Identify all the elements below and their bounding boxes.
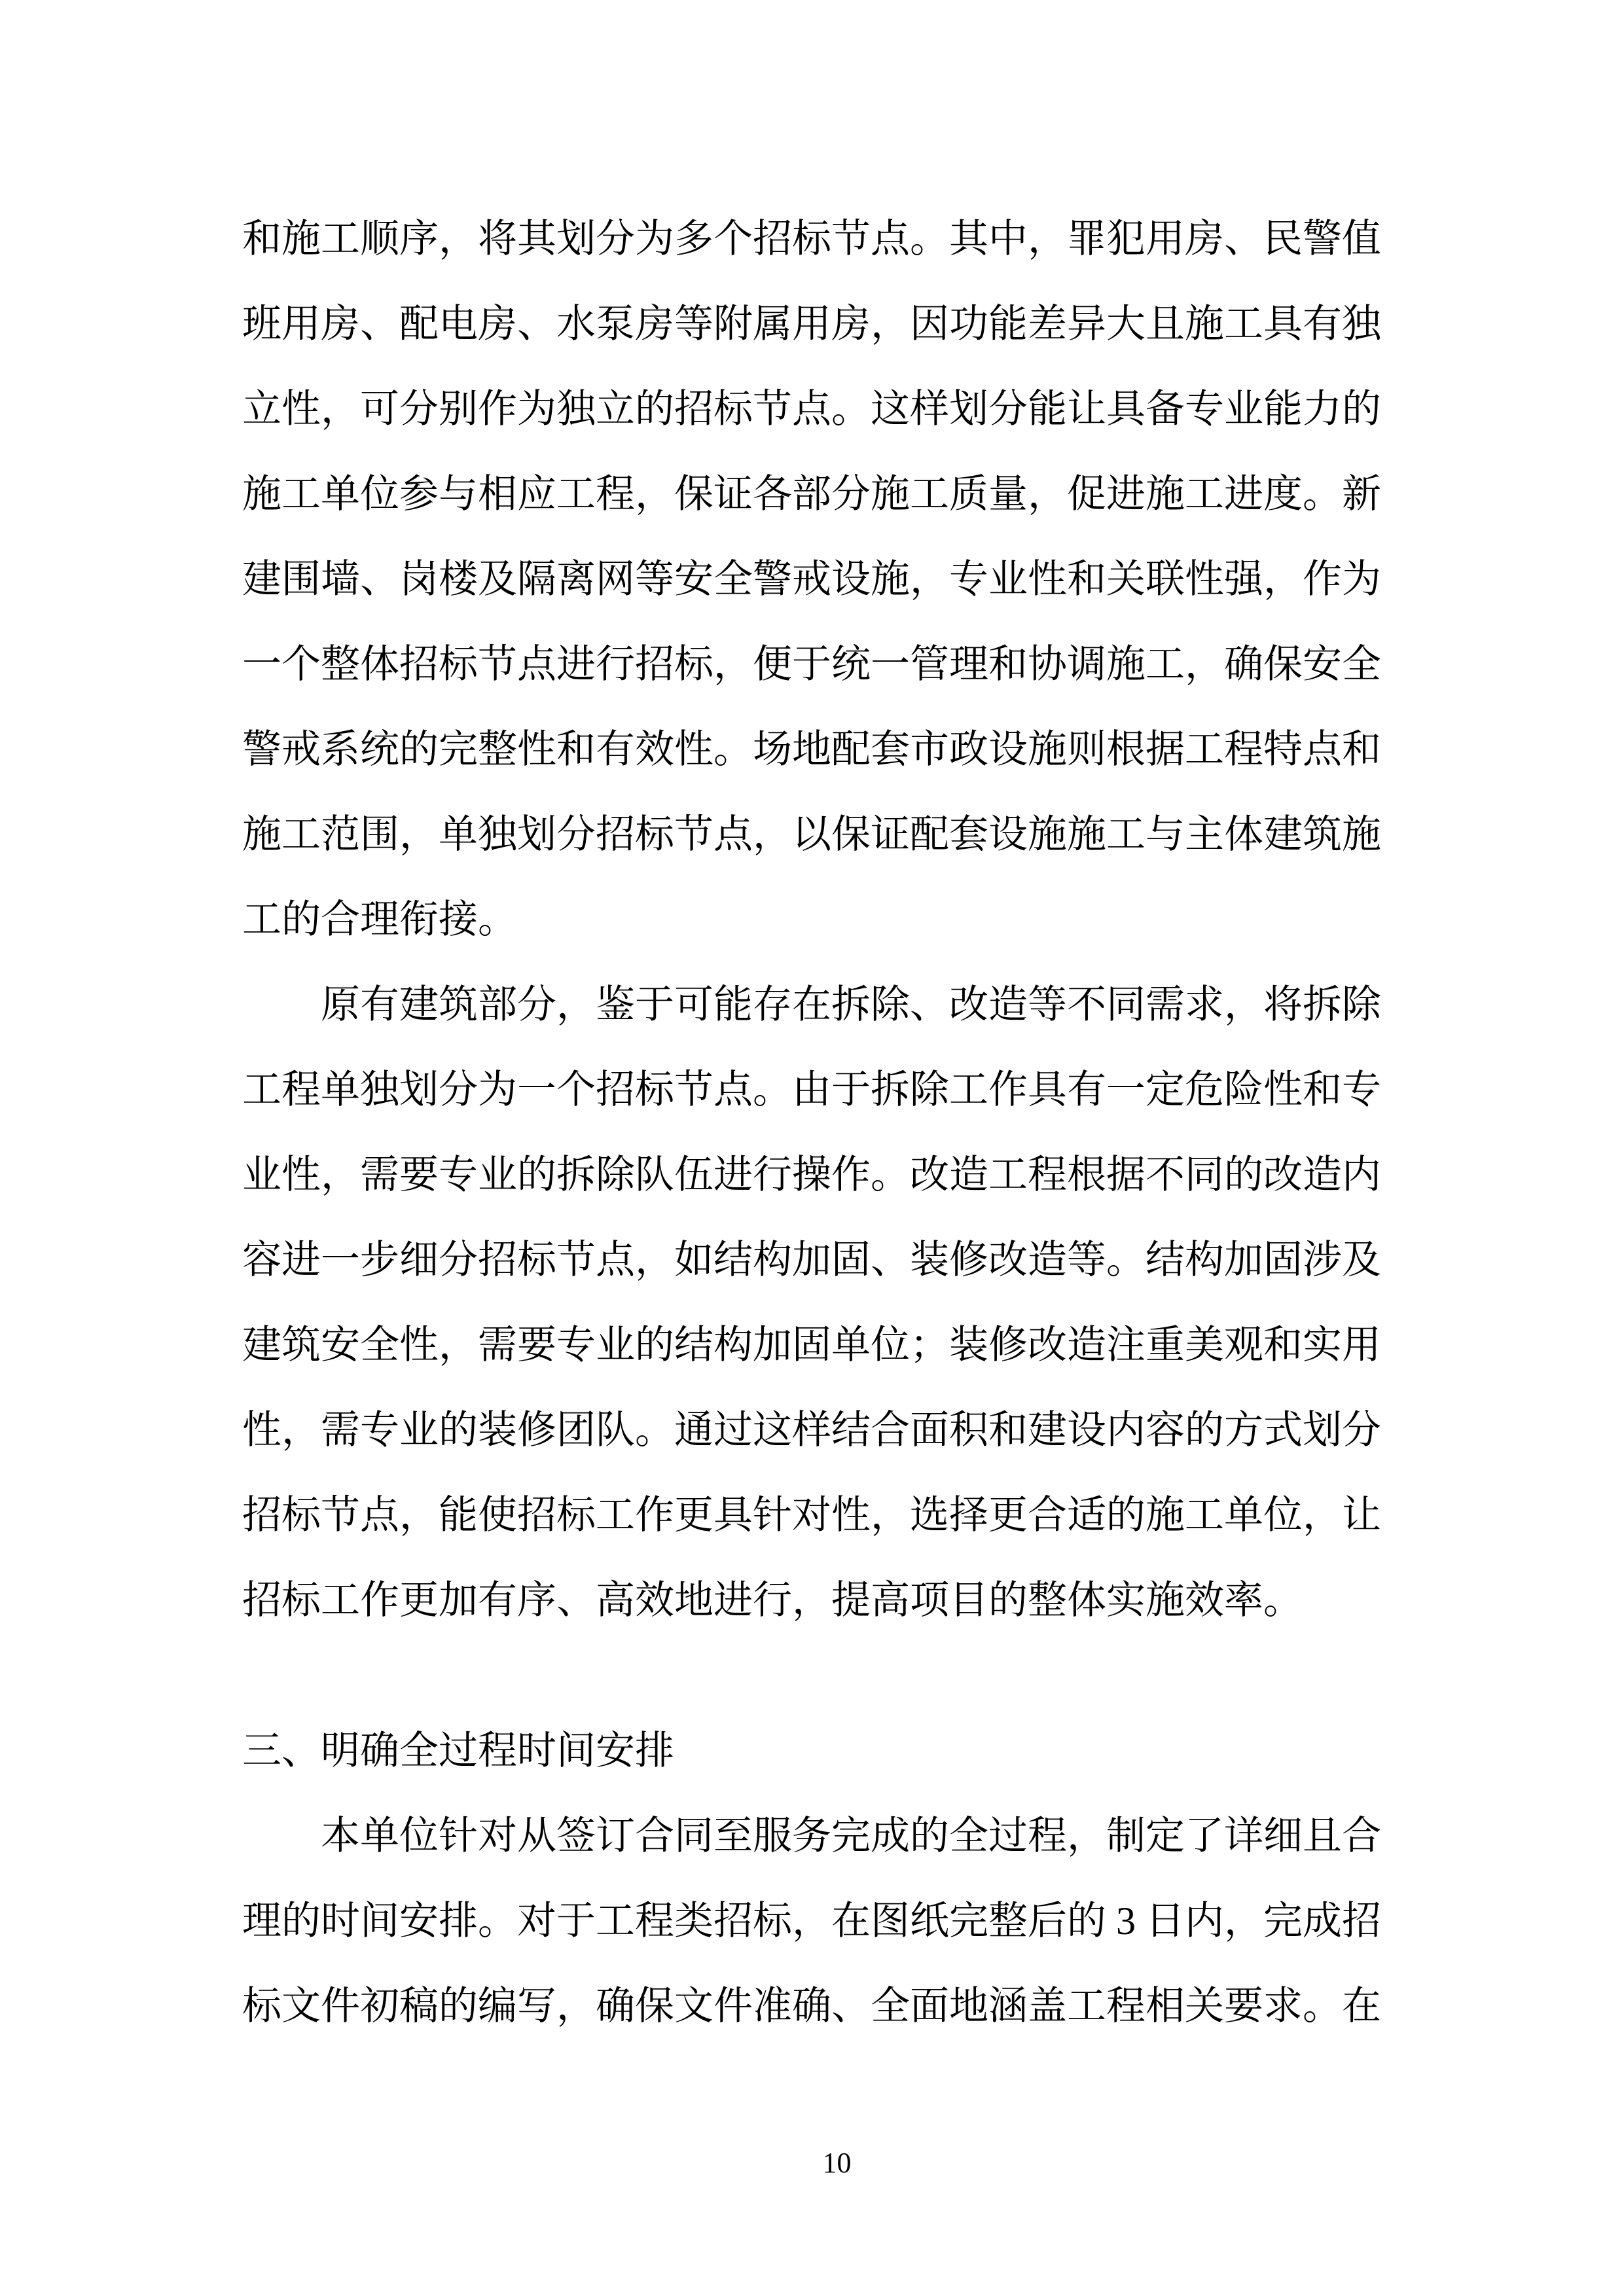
text-line: 警戒系统的完整性和有效性。场地配套市政设施则根据工程特点和 bbox=[242, 728, 1381, 771]
text-line: 立性，可分别作为独立的招标节点。这样划分能让具备专业能力的 bbox=[242, 387, 1381, 431]
text-line: 和施工顺序，将其划分为多个招标节点。其中，罪犯用房、民警值 bbox=[242, 217, 1381, 260]
text-line: 理的时间安排。对于工程类招标，在图纸完整后的 3 日内，完成招 bbox=[242, 1899, 1381, 1943]
text-line: 工程单独划分为一个招标节点。由于拆除工作具有一定危险性和专 bbox=[242, 1068, 1381, 1111]
text-line: 招标工作更加有序、高效地进行，提高项目的整体实施效率。 bbox=[242, 1579, 1303, 1622]
text-line: 建围墙、岗楼及隔离网等安全警戒设施，专业性和关联性强，作为 bbox=[242, 558, 1381, 601]
text-line: 建筑安全性，需要专业的结构加固单位；装修改造注重美观和实用 bbox=[242, 1323, 1381, 1367]
text-line: 容进一步细分招标节点，如结构加固、装修改造等。结构加固涉及 bbox=[242, 1238, 1381, 1282]
text-line: 性，需专业的装修团队。通过这样结合面积和建设内容的方式划分 bbox=[242, 1408, 1381, 1452]
page-number: 10 bbox=[822, 2147, 852, 2179]
text-line: 招标节点，能使招标工作更具针对性，选择更合适的施工单位，让 bbox=[242, 1494, 1381, 1537]
text-line: 班用房、配电房、水泵房等附属用房，因功能差异大且施工具有独 bbox=[242, 302, 1381, 346]
text-line: 业性，需要专业的拆除队伍进行操作。改造工程根据不同的改造内 bbox=[242, 1153, 1381, 1196]
text-line: 原有建筑部分，鉴于可能存在拆除、改造等不同需求，将拆除 bbox=[321, 983, 1381, 1026]
text-line: 施工单位参与相应工程，保证各部分施工质量，促进施工进度。新 bbox=[242, 473, 1381, 516]
text-line: 一个整体招标节点进行招标，便于统一管理和协调施工，确保安全 bbox=[242, 643, 1381, 686]
text-line: 标文件初稿的编写，确保文件准确、全面地涵盖工程相关要求。在 bbox=[242, 1984, 1381, 2028]
section-heading: 三、明确全过程时间安排 bbox=[242, 1729, 674, 1772]
page-footer bbox=[0, 2130, 1624, 2196]
text-line: 本单位针对从签订合同至服务完成的全过程，制定了详细且合 bbox=[321, 1814, 1381, 1857]
text-line: 工的合理衔接。 bbox=[242, 898, 517, 941]
document-body bbox=[242, 196, 1381, 2049]
text-line: 施工范围，单独划分招标节点，以保证配套设施施工与主体建筑施 bbox=[242, 813, 1381, 856]
